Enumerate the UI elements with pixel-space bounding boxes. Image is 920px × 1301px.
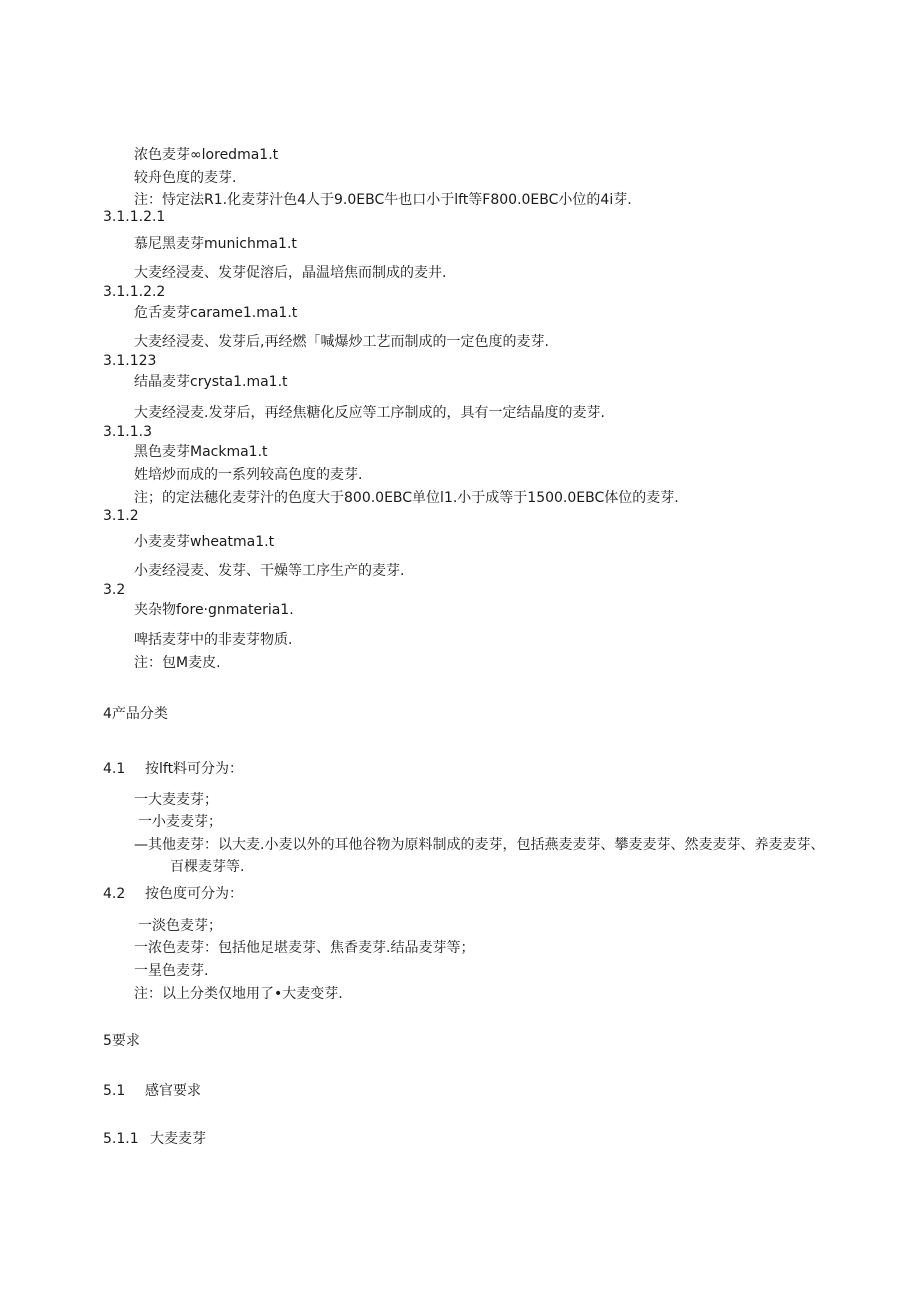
term-crystal-malt: 结晶麦芽crysta1.ma1.t [134,374,288,390]
list-item: —其他麦芽：以大麦.小麦以外的耳他谷物为原料制成的麦芽，包括燕麦麦芽、攀麦麦芽、然麦麦芽、养麦麦芽、 [134,837,825,853]
term-black-malt: 黑色麦芽Mackma1.t [134,444,268,460]
list-item: 一小麦麦芽； [138,814,222,830]
term-caramel-malt: 危舌麦芽carame1.ma1.t [134,305,298,321]
list-item: 一大麦麦芽； [134,792,218,808]
definition-text: 姓培炒而成的一系列较高色度的麦芽. [134,467,363,483]
section-number: 3.1.123 [103,353,157,369]
list-item-continuation: 百棵麦芽等. [170,859,245,875]
section-title: 大麦麦芽 [150,1131,206,1147]
section-number: 5.1.1 [103,1131,139,1147]
section-number: 3.1.1.2.2 [103,284,166,300]
section-title: 感官要求 [145,1083,201,1099]
section-title: 按色度可分为： [145,886,243,902]
section-number: 5.1 [103,1083,126,1099]
section-number: 3.1.1.2.1 [103,209,166,225]
note-text: 注：恃定法R1.化麦芽汁色4人于9.0EBC牛也口小于lft等F800.0EBC小位的4i芽. [134,192,632,208]
section-number: 3.2 [103,582,126,598]
definition-text: 啤括麦芽中的非麦芽物质. [134,632,293,648]
definition-text: 较舟色度的麦芽. [134,170,237,186]
note-text: 注：以上分类仅地用了•大麦变芽. [134,986,343,1002]
section-title: 按lft料可分为： [145,761,244,777]
chapter-heading-4: 4产品分类 [103,706,168,722]
term-dark-malt: 浓色麦芽∞loredma1.t [134,147,279,163]
section-number: 3.1.2 [103,508,139,524]
term-munich-malt: 慕尼黑麦芽munichma1.t [134,236,297,252]
section-number: 3.1.1.3 [103,424,152,440]
definition-text: 大麦经浸麦.发芽后，再经焦糖化反应等工序制成的，具有一定结晶度的麦芽. [134,405,605,421]
chapter-heading-5: 5要求 [103,1033,140,1049]
term-foreign-material: 夹杂物fore·gnmateria1. [134,602,294,618]
definition-text: 大麦经浸麦、发芽促溶后，晶温培焦而制成的麦井. [134,265,447,281]
list-item: 一淡色麦芽； [138,918,222,934]
note-text: 注：包M麦皮. [134,655,221,671]
section-number: 4.1 [103,761,126,777]
term-wheat-malt: 小麦麦芽wheatma1.t [134,534,275,550]
list-item: 一浓色麦芽：包括他足堪麦芽、焦香麦芽.结品麦芽等； [134,940,475,956]
note-text: 注；的定法穗化麦芽汁的色度大于800.0EBC单位l1.小于成等于1500.0EBC体位的麦芽. [134,490,679,506]
definition-text: 大麦经浸麦、发芽后,再经燃「喊爆炒工艺而制成的一定色度的麦芽. [134,334,549,350]
section-number: 4.2 [103,886,126,902]
definition-text: 小麦经浸麦、发芽、干燥等工序生产的麦芽. [134,563,405,579]
list-item: 一星色麦芽. [134,963,209,979]
